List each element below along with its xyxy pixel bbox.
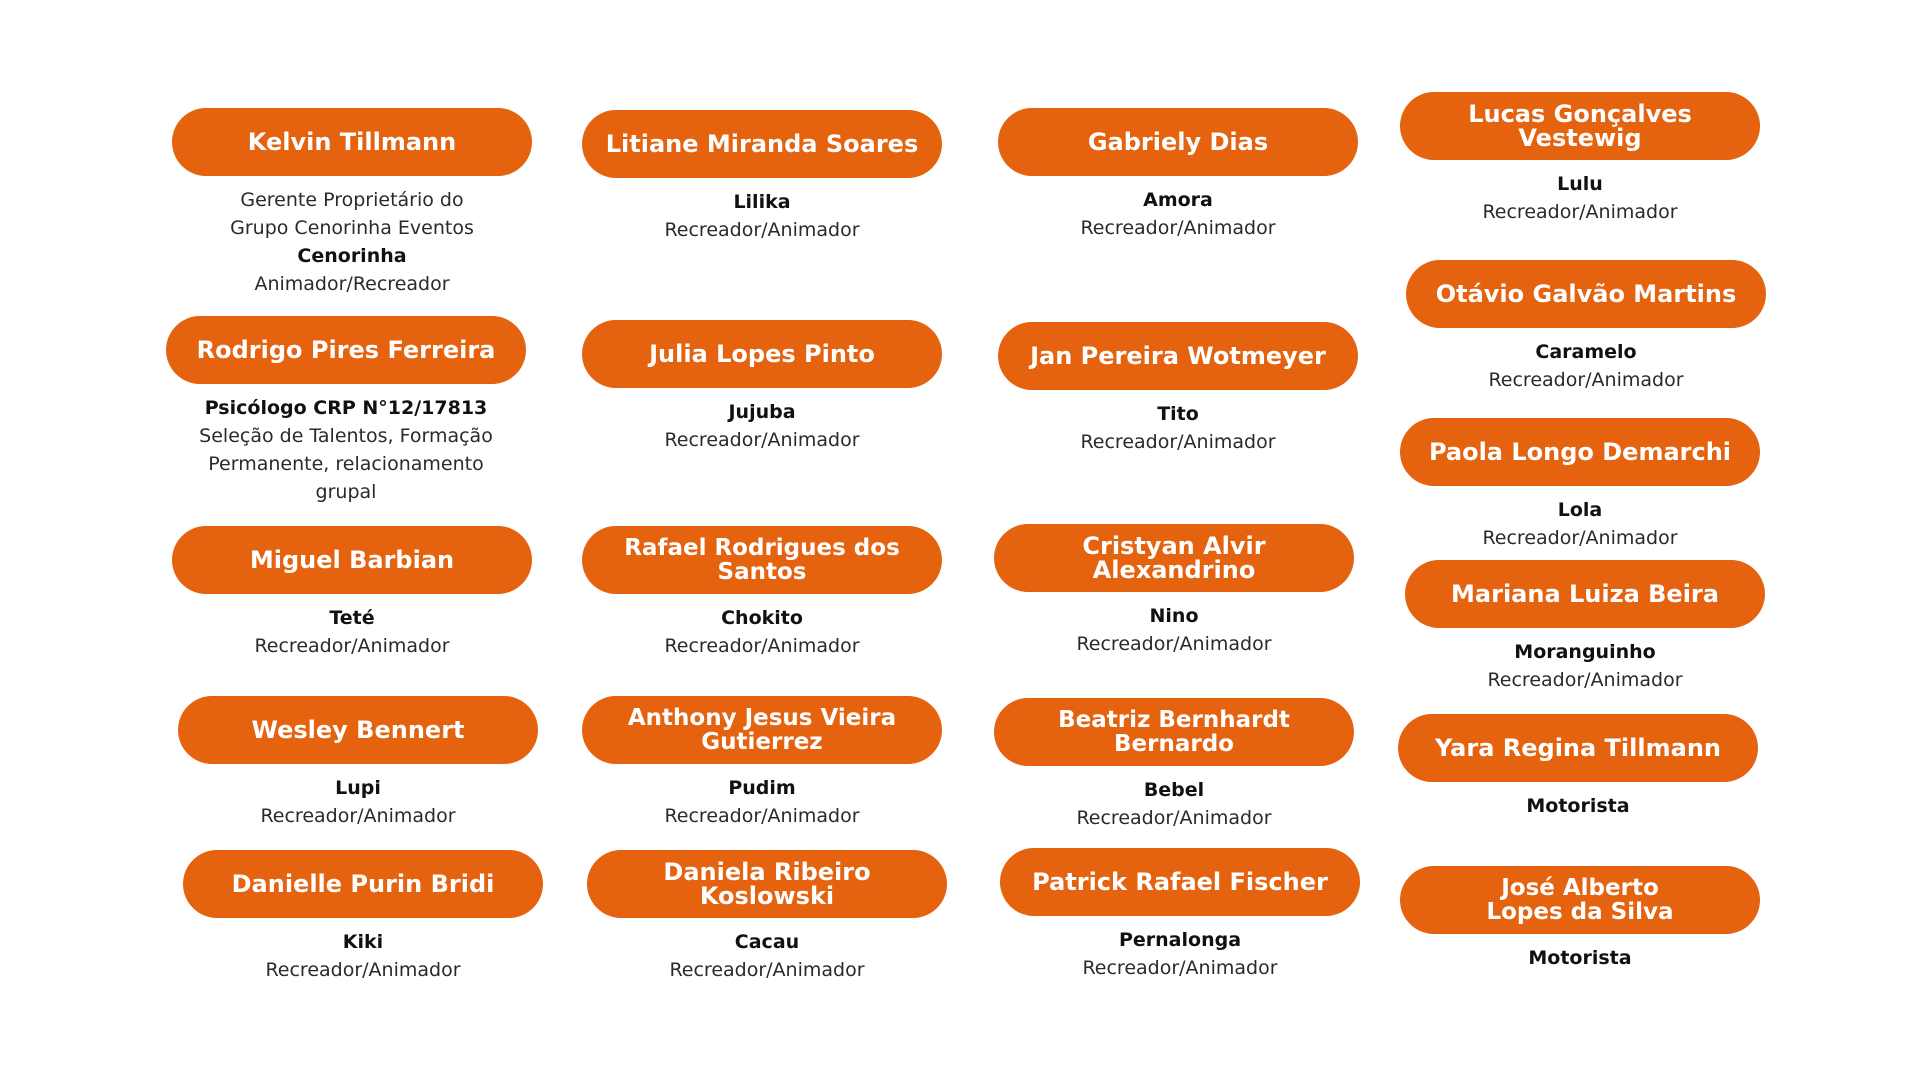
- card-details: [182, 604, 522, 660]
- card-details: [182, 186, 522, 298]
- name-pill: Lucas Gonçalves Vestewig: [1400, 92, 1760, 160]
- nickname: Bebel: [1143, 779, 1205, 801]
- team-card: [582, 320, 942, 454]
- name-pill: Danielle Purin Bridi: [183, 850, 543, 918]
- name-pill: Julia Lopes Pinto: [582, 320, 942, 388]
- name-pill: Litiane Miranda Soares: [582, 110, 942, 178]
- role-text: Recreador/Animador: [1076, 807, 1272, 829]
- nickname: Cenorinha: [297, 245, 407, 267]
- team-card: [178, 696, 538, 830]
- name-pill: Wesley Bennert: [178, 696, 538, 764]
- card-details: [592, 604, 932, 660]
- role-text: Recreador/Animador: [1482, 201, 1678, 223]
- nickname: Cacau: [734, 931, 800, 953]
- nickname: Jujuba: [728, 401, 796, 423]
- name-pill: Mariana Luiza Beira: [1405, 560, 1765, 628]
- team-card: [582, 526, 942, 660]
- card-details: [176, 394, 516, 506]
- team-card: [1406, 260, 1766, 394]
- role-text: Recreador/Animador: [1082, 957, 1278, 979]
- team-card: [183, 850, 543, 984]
- name-pill: Paola Longo Demarchi: [1400, 418, 1760, 486]
- card-details: [1410, 496, 1750, 552]
- name-pill: Kelvin Tillmann: [172, 108, 532, 176]
- team-card: [1400, 92, 1760, 226]
- role-text: Seleção de Talentos, Formação Permanente, relacionamento grupal: [199, 425, 493, 503]
- name-pill: Gabriely Dias: [998, 108, 1358, 176]
- nickname: Pernalonga: [1118, 929, 1242, 951]
- role-text: Recreador/Animador: [1487, 669, 1683, 691]
- nickname: Lulu: [1557, 173, 1603, 195]
- card-details: [1410, 944, 1750, 972]
- team-card: [1398, 714, 1758, 820]
- role-text: Recreador/Animador: [260, 805, 456, 827]
- nickname: Motorista: [1526, 795, 1630, 817]
- nickname: Kiki: [342, 931, 384, 953]
- role-text: Recreador/Animador: [664, 429, 860, 451]
- name-pill: Daniela Ribeiro Koslowski: [587, 850, 947, 918]
- card-details: [1415, 638, 1755, 694]
- role-text: Recreador/Animador: [664, 635, 860, 657]
- name-pill: Otávio Galvão Martins: [1406, 260, 1766, 328]
- nickname: Psicólogo CRP N°12/17813: [204, 397, 488, 419]
- role-text: Recreador/Animador: [664, 805, 860, 827]
- role-text: Recreador/Animador: [669, 959, 865, 981]
- nickname: Motorista: [1528, 947, 1632, 969]
- card-details: [1410, 170, 1750, 226]
- role-text: Recreador/Animador: [1076, 633, 1272, 655]
- role-text: Recreador/Animador: [1482, 527, 1678, 549]
- name-pill: Anthony Jesus Vieira Gutierrez: [582, 696, 942, 764]
- card-details: [1416, 338, 1756, 394]
- role-text: Recreador/Animador: [1080, 431, 1276, 453]
- card-details: [188, 774, 528, 830]
- name-pill: Patrick Rafael Fischer: [1000, 848, 1360, 916]
- nickname: Chokito: [721, 607, 803, 629]
- name-pill: Yara Regina Tillmann: [1398, 714, 1758, 782]
- team-card: [172, 526, 532, 660]
- team-card: [582, 696, 942, 830]
- nickname: Lupi: [335, 777, 381, 799]
- name-pill: Rodrigo Pires Ferreira: [166, 316, 526, 384]
- team-card: [1400, 418, 1760, 552]
- card-details: [1008, 400, 1348, 456]
- nickname: Amora: [1143, 189, 1213, 211]
- name-pill: Rafael Rodrigues dos Santos: [582, 526, 942, 594]
- extra-info: Gerente Proprietário do Grupo Cenorinha Eventos: [230, 189, 474, 239]
- card-details: [597, 928, 937, 984]
- team-card: [172, 108, 532, 298]
- nickname: Lola: [1557, 499, 1603, 521]
- card-details: [592, 398, 932, 454]
- name-pill: Jan Pereira Wotmeyer: [998, 322, 1358, 390]
- nickname: Pudim: [728, 777, 796, 799]
- team-card: [587, 850, 947, 984]
- name-pill: José Alberto Lopes da Silva: [1400, 866, 1760, 934]
- team-card: [998, 108, 1358, 242]
- team-card: [1000, 848, 1360, 982]
- team-card: [166, 316, 526, 506]
- card-details: [1010, 926, 1350, 982]
- team-card: [1405, 560, 1765, 694]
- nickname: Teté: [329, 607, 375, 629]
- team-card: [998, 322, 1358, 456]
- card-details: [1004, 776, 1344, 832]
- nickname: Nino: [1149, 605, 1199, 627]
- role-text: Animador/Recreador: [254, 273, 450, 295]
- card-details: [1408, 792, 1748, 820]
- nickname: Tito: [1157, 403, 1199, 425]
- team-card: [994, 698, 1354, 832]
- card-details: [193, 928, 533, 984]
- team-card: [1400, 866, 1760, 972]
- nickname: Moranguinho: [1514, 641, 1656, 663]
- name-pill: Miguel Barbian: [172, 526, 532, 594]
- name-pill: Beatriz Bernhardt Bernardo: [994, 698, 1354, 766]
- nickname: Lilika: [733, 191, 791, 213]
- role-text: Recreador/Animador: [254, 635, 450, 657]
- card-details: [592, 188, 932, 244]
- role-text: Recreador/Animador: [1488, 369, 1684, 391]
- card-details: [1004, 602, 1344, 658]
- role-text: Recreador/Animador: [664, 219, 860, 241]
- role-text: Recreador/Animador: [1080, 217, 1276, 239]
- nickname: Caramelo: [1535, 341, 1637, 363]
- team-card: [582, 110, 942, 244]
- name-pill: Cristyan Alvir Alexandrino: [994, 524, 1354, 592]
- role-text: Recreador/Animador: [265, 959, 461, 981]
- card-details: [1008, 186, 1348, 242]
- team-card: [994, 524, 1354, 658]
- card-details: [592, 774, 932, 830]
